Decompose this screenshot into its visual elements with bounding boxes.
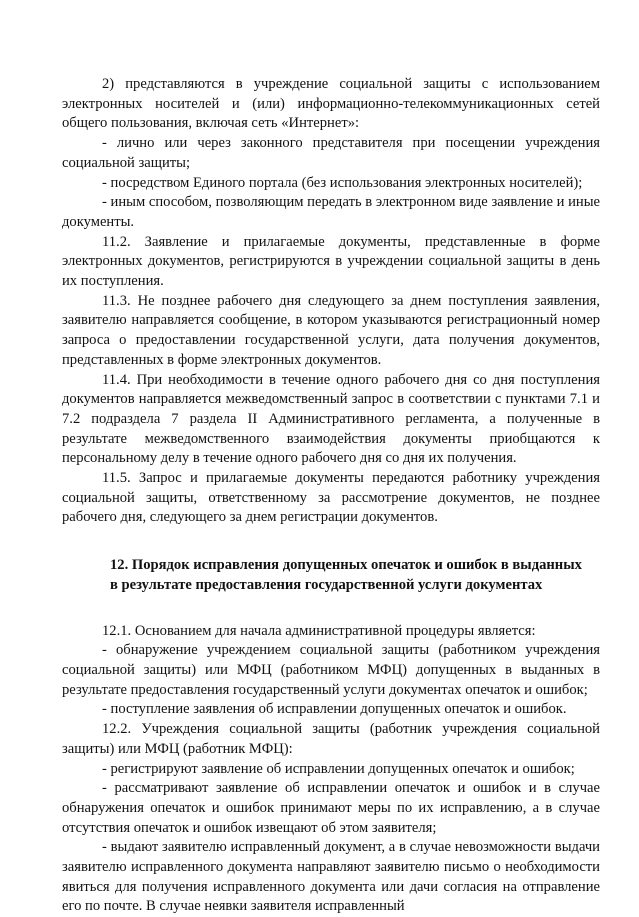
- paragraph-12-2: 12.2. Учреждения социальной защиты (работник учреждения социальной защиты) или МФЦ (работник МФЦ):: [62, 721, 600, 757]
- section-12-heading-line1: 12. Порядок исправления допущенных опечаток и ошибок в выданных: [110, 557, 582, 574]
- paragraph-register: - регистрируют заявление об исправлении допущенных опечаток и ошибок;: [102, 760, 575, 777]
- paragraph-review: - рассматривают заявление об исправлении опечаток и ошибок и в случае обнаружения опечаток и ошибок принимают меры по их исправлению, а в случае отсутствия опечаток и ошибок извещают об этом заявителя;: [62, 780, 600, 836]
- document-page: [62, 75, 600, 917]
- paragraph-2-submission: 2) представляются в учреждение социальной защиты с использованием электронных носителей и (или) информационно-телекоммуникационных сетей общего пользования, включая сеть «Интернет»:: [62, 76, 600, 132]
- paragraph-11-5: 11.5. Запрос и прилагаемые документы передаются работнику учреждения социальной защиты, ответственному за рассмотрение документов, не позднее рабочего дня, следующего за днем регистрации документов.: [62, 470, 600, 526]
- paragraph-detection: - обнаружение учреждением социальной защиты (работником учреждения социальной защиты) или МФЦ (работником МФЦ) допущенных в выданных в результате предоставления государственный услуги документах опечаток и ошибок;: [62, 642, 600, 698]
- paragraph-other-method: - иным способом, позволяющим передать в электронном виде заявление и иные документы.: [62, 194, 600, 230]
- paragraph-in-person: - лично или через законного представителя при посещении учреждения социальной защиты;: [62, 135, 600, 171]
- paragraph-11-4: 11.4. При необходимости в течение одного рабочего дня со дня поступления документов направляется межведомственный запрос в соответствии с пунктами 7.1 и 7.2 подраздела 7 раздела II Административного регламента, а полученные в результате межведомственного взаимодействия документы приобщаются к персональному делу в течение одного рабочего дня со дня их получения.: [62, 371, 600, 467]
- paragraph-11-3: 11.3. Не позднее рабочего дня следующего за днем поступления заявления, заявителю направляется сообщение, в котором указываются регистрационный номер запроса о предоставлении государственной услуги, дата получения документов, представленных в форме электронных документов.: [62, 292, 600, 368]
- paragraph-unified-portal: - посредством Единого портала (без использования электронных носителей);: [102, 174, 583, 191]
- paragraph-12-1: 12.1. Основанием для начала административной процедуры является:: [102, 622, 536, 639]
- section-12-heading-line2: в результате предоставления государственной услуги документах: [110, 576, 543, 593]
- paragraph-11-2: 11.2. Заявление и прилагаемые документы, представленные в форме электронных документов, регистрируются в учреждении социальной защиты в день их поступления.: [62, 233, 600, 290]
- paragraph-issue-corrected: - выдают заявителю исправленный документ, а в случае невозможности выдачи заявителю исправленного документа направляют заявителю письмо о необходимости явиться для получения исправленного документа или дачи согласия на отправление его по почте. В случае неявки заявителя исправленный: [62, 839, 600, 915]
- section-12-heading: [62, 556, 600, 595]
- paragraph-application-received: - поступление заявления об исправлении допущенных опечаток и ошибок.: [102, 701, 567, 718]
